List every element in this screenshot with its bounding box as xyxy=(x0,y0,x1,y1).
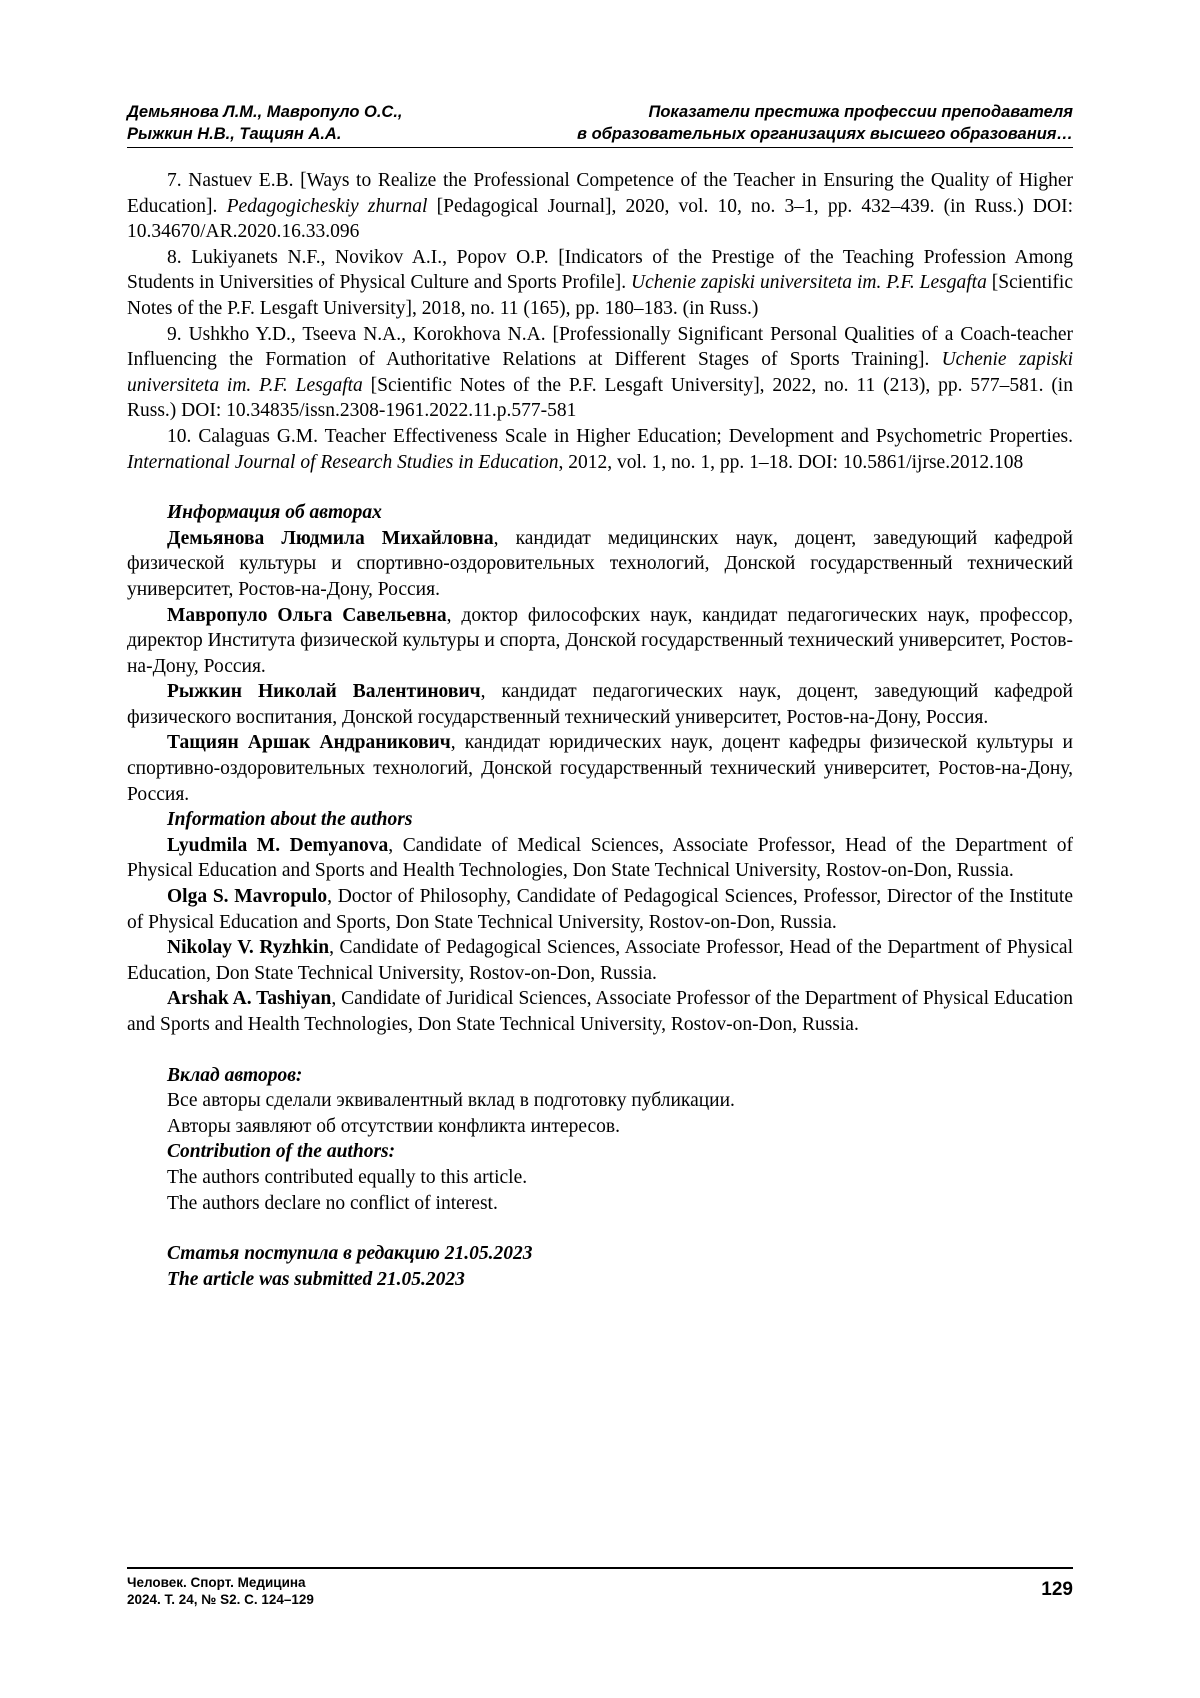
header-title-line1: Показатели престижа профессии преподавателя xyxy=(648,103,1073,121)
authors-info-ru xyxy=(127,500,1073,807)
reference-text: 10. Calaguas G.M. Teacher Effectiveness Scale in Higher Education; Development and Psychometric Properties. xyxy=(167,425,1073,447)
spacer xyxy=(127,1038,1073,1063)
reference-item xyxy=(127,168,1073,245)
journal-name: Человек. Спорт. Медицина xyxy=(127,1575,306,1590)
header-title xyxy=(577,101,1073,145)
author-details: , доктор философских наук, кандидат педагогических наук, профессор, директор Института физической культуры и спорта, Донской государственный технический университет, Ростов-на-Дону, Россия. xyxy=(127,604,1074,677)
author-entry xyxy=(127,603,1073,680)
reference-details: [Scientific Notes of the P.F. Lesgaft University], 2022, no. 11 (213), pp. 577–581. (in Russ.) DOI: 10.34835/issn.2308-1961.2022.11.p.577-581 xyxy=(127,374,1073,422)
author-details: , кандидат педагогических наук, доцент, заведующий кафедрой физического воспитания, Донской государственный технический университет, Ростов-на-Дону, Россия. xyxy=(127,681,1073,728)
contribution-en-line2: The authors declare no conflict of interest. xyxy=(167,1192,498,1214)
header-authors-line1: Демьянова Л.М., Мавропуло О.С., xyxy=(127,103,403,121)
journal-issue: 2024. Т. 24, № S2. С. 124–129 xyxy=(127,1592,314,1607)
contribution-en-line1: The authors contributed equally to this article. xyxy=(167,1166,528,1188)
header-authors-line2: Рыжкин Н.В., Тащиян А.А. xyxy=(127,125,342,143)
reference-list xyxy=(127,168,1073,475)
reference-item xyxy=(127,424,1073,475)
page-body xyxy=(127,168,1073,1292)
reference-source: Uchenie zapiski universiteta im. P.F. Lesgafta xyxy=(631,272,987,294)
spacer xyxy=(127,475,1073,500)
author-details: , Candidate of Medical Sciences, Associate Professor, Head of the Department of Physical Education and Sports and Health Technologies, Don State Technical University, Rostov-on-Don, Russia. xyxy=(127,834,1073,882)
running-header xyxy=(127,101,1073,148)
author-entry xyxy=(127,526,1073,603)
reference-details: [Pedagogical Journal], 2020, vol. 10, no. 3–1, pp. 432–439. (in Russ.) DOI: 10.34670/AR.2020.16.33.096 xyxy=(127,195,1073,243)
author-name: Тащиян Аршак Андраникович xyxy=(167,732,451,754)
journal-citation xyxy=(127,1574,314,1608)
author-name: Nikolay V. Ryzhkin xyxy=(167,937,330,959)
author-name: Lyudmila M. Demyanova xyxy=(167,834,389,856)
authors-info-ru-heading: Информация об авторах xyxy=(167,502,382,524)
author-entry xyxy=(127,833,1073,884)
reference-text: 9. Ushkho Y.D., Tseeva N.A., Korokhova N.A. [Professionally Significant Personal Qualities of a Coach-teacher Influencing the Formation of Authoritative Relations at Different Stages of Sports Training]. xyxy=(127,323,1073,371)
reference-details: , 2012, vol. 1, no. 1, pp. 1–18. DOI: 10.5861/ijrse.2012.108 xyxy=(558,451,1024,473)
author-name: Olga S. Mavropulo xyxy=(167,886,328,908)
author-entry xyxy=(127,730,1073,807)
reference-source: International Journal of Research Studies in Education xyxy=(127,451,559,473)
author-entry xyxy=(127,935,1073,986)
author-name: Arshak A. Tashiyan xyxy=(167,988,332,1010)
header-authors xyxy=(127,101,403,145)
submitted-ru: Статья поступила в редакцию 21.05.2023 xyxy=(167,1243,533,1265)
author-entry xyxy=(127,679,1073,730)
author-details: , кандидат медицинских наук, доцент, заведующий кафедрой физической культуры и спортивно-оздоровительных технологий, Донской государственный технический университет, Ростов-на-Дону, Россия. xyxy=(127,527,1073,600)
authors-info-en xyxy=(127,807,1073,1037)
reference-source: Pedagogicheskiy zhurnal xyxy=(226,195,428,217)
reference-text: 7. Nastuev E.B. [Ways to Realize the Professional Competence of the Teacher in Ensuring the Quality of Higher Education]. xyxy=(127,170,1073,217)
contribution-ru-line2: Авторы заявляют об отсутствии конфликта интересов. xyxy=(167,1115,620,1137)
spacer xyxy=(127,1216,1073,1241)
contribution-section xyxy=(127,1063,1073,1217)
author-details: , Candidate of Pedagogical Sciences, Associate Professor, Head of the Department of Physical Education, Don State Technical University, Rostov-on-Don, Russia. xyxy=(127,937,1073,984)
contribution-en-heading: Contribution of the authors: xyxy=(167,1141,396,1163)
author-name: Демьянова Людмила Михайловна xyxy=(167,527,494,549)
submitted-en: The article was submitted 21.05.2023 xyxy=(167,1268,465,1290)
author-entry xyxy=(127,986,1073,1037)
footer-divider xyxy=(127,1567,1073,1569)
author-name: Рыжкин Николай Валентинович xyxy=(167,681,481,703)
submission-info xyxy=(127,1241,1073,1292)
reference-details: [Scientific Notes of the P.F. Lesgaft University], 2018, no. 11 (165), pp. 180–183. (in Russ.) xyxy=(127,272,1073,319)
page-number: 129 xyxy=(1041,1579,1073,1600)
author-details: , Doctor of Philosophy, Candidate of Pedagogical Sciences, Professor, Director of the Institute of Physical Education and Sports, Don State Technical University, Rostov-on-Don, Russia. xyxy=(127,886,1073,933)
contribution-ru-line1: Все авторы сделали эквивалентный вклад в подготовку публикации. xyxy=(167,1090,735,1112)
author-details: , Candidate of Juridical Sciences, Associate Professor of the Department of Physical Education and Sports and Health Technologies, Don State Technical University, Rostov-on-Don, Russia. xyxy=(127,988,1073,1035)
author-entry xyxy=(127,884,1073,935)
reference-text: 8. Lukiyanets N.F., Novikov A.I., Popov O.P. [Indicators of the Prestige of the Teaching Profession Among Students in Universities of Physical Culture and Sports Profile]. xyxy=(127,246,1073,294)
author-name: Мавропуло Ольга Савельевна xyxy=(167,604,447,626)
reference-item xyxy=(127,322,1073,424)
authors-info-en-heading: Information about the authors xyxy=(167,809,413,831)
header-title-line2: в образовательных организациях высшего образования… xyxy=(577,125,1073,143)
author-details: , кандидат юридических наук, доцент кафедры физической культуры и спортивно-оздоровительных технологий, Донской государственный технический университет, Ростов-на-Дону, Россия. xyxy=(127,732,1073,805)
reference-item xyxy=(127,245,1073,322)
reference-source: Uchenie zapiski universiteta im. P.F. Lesgafta xyxy=(127,349,1073,396)
contribution-ru-heading: Вклад авторов: xyxy=(167,1064,303,1086)
page-footer xyxy=(127,1574,1073,1614)
